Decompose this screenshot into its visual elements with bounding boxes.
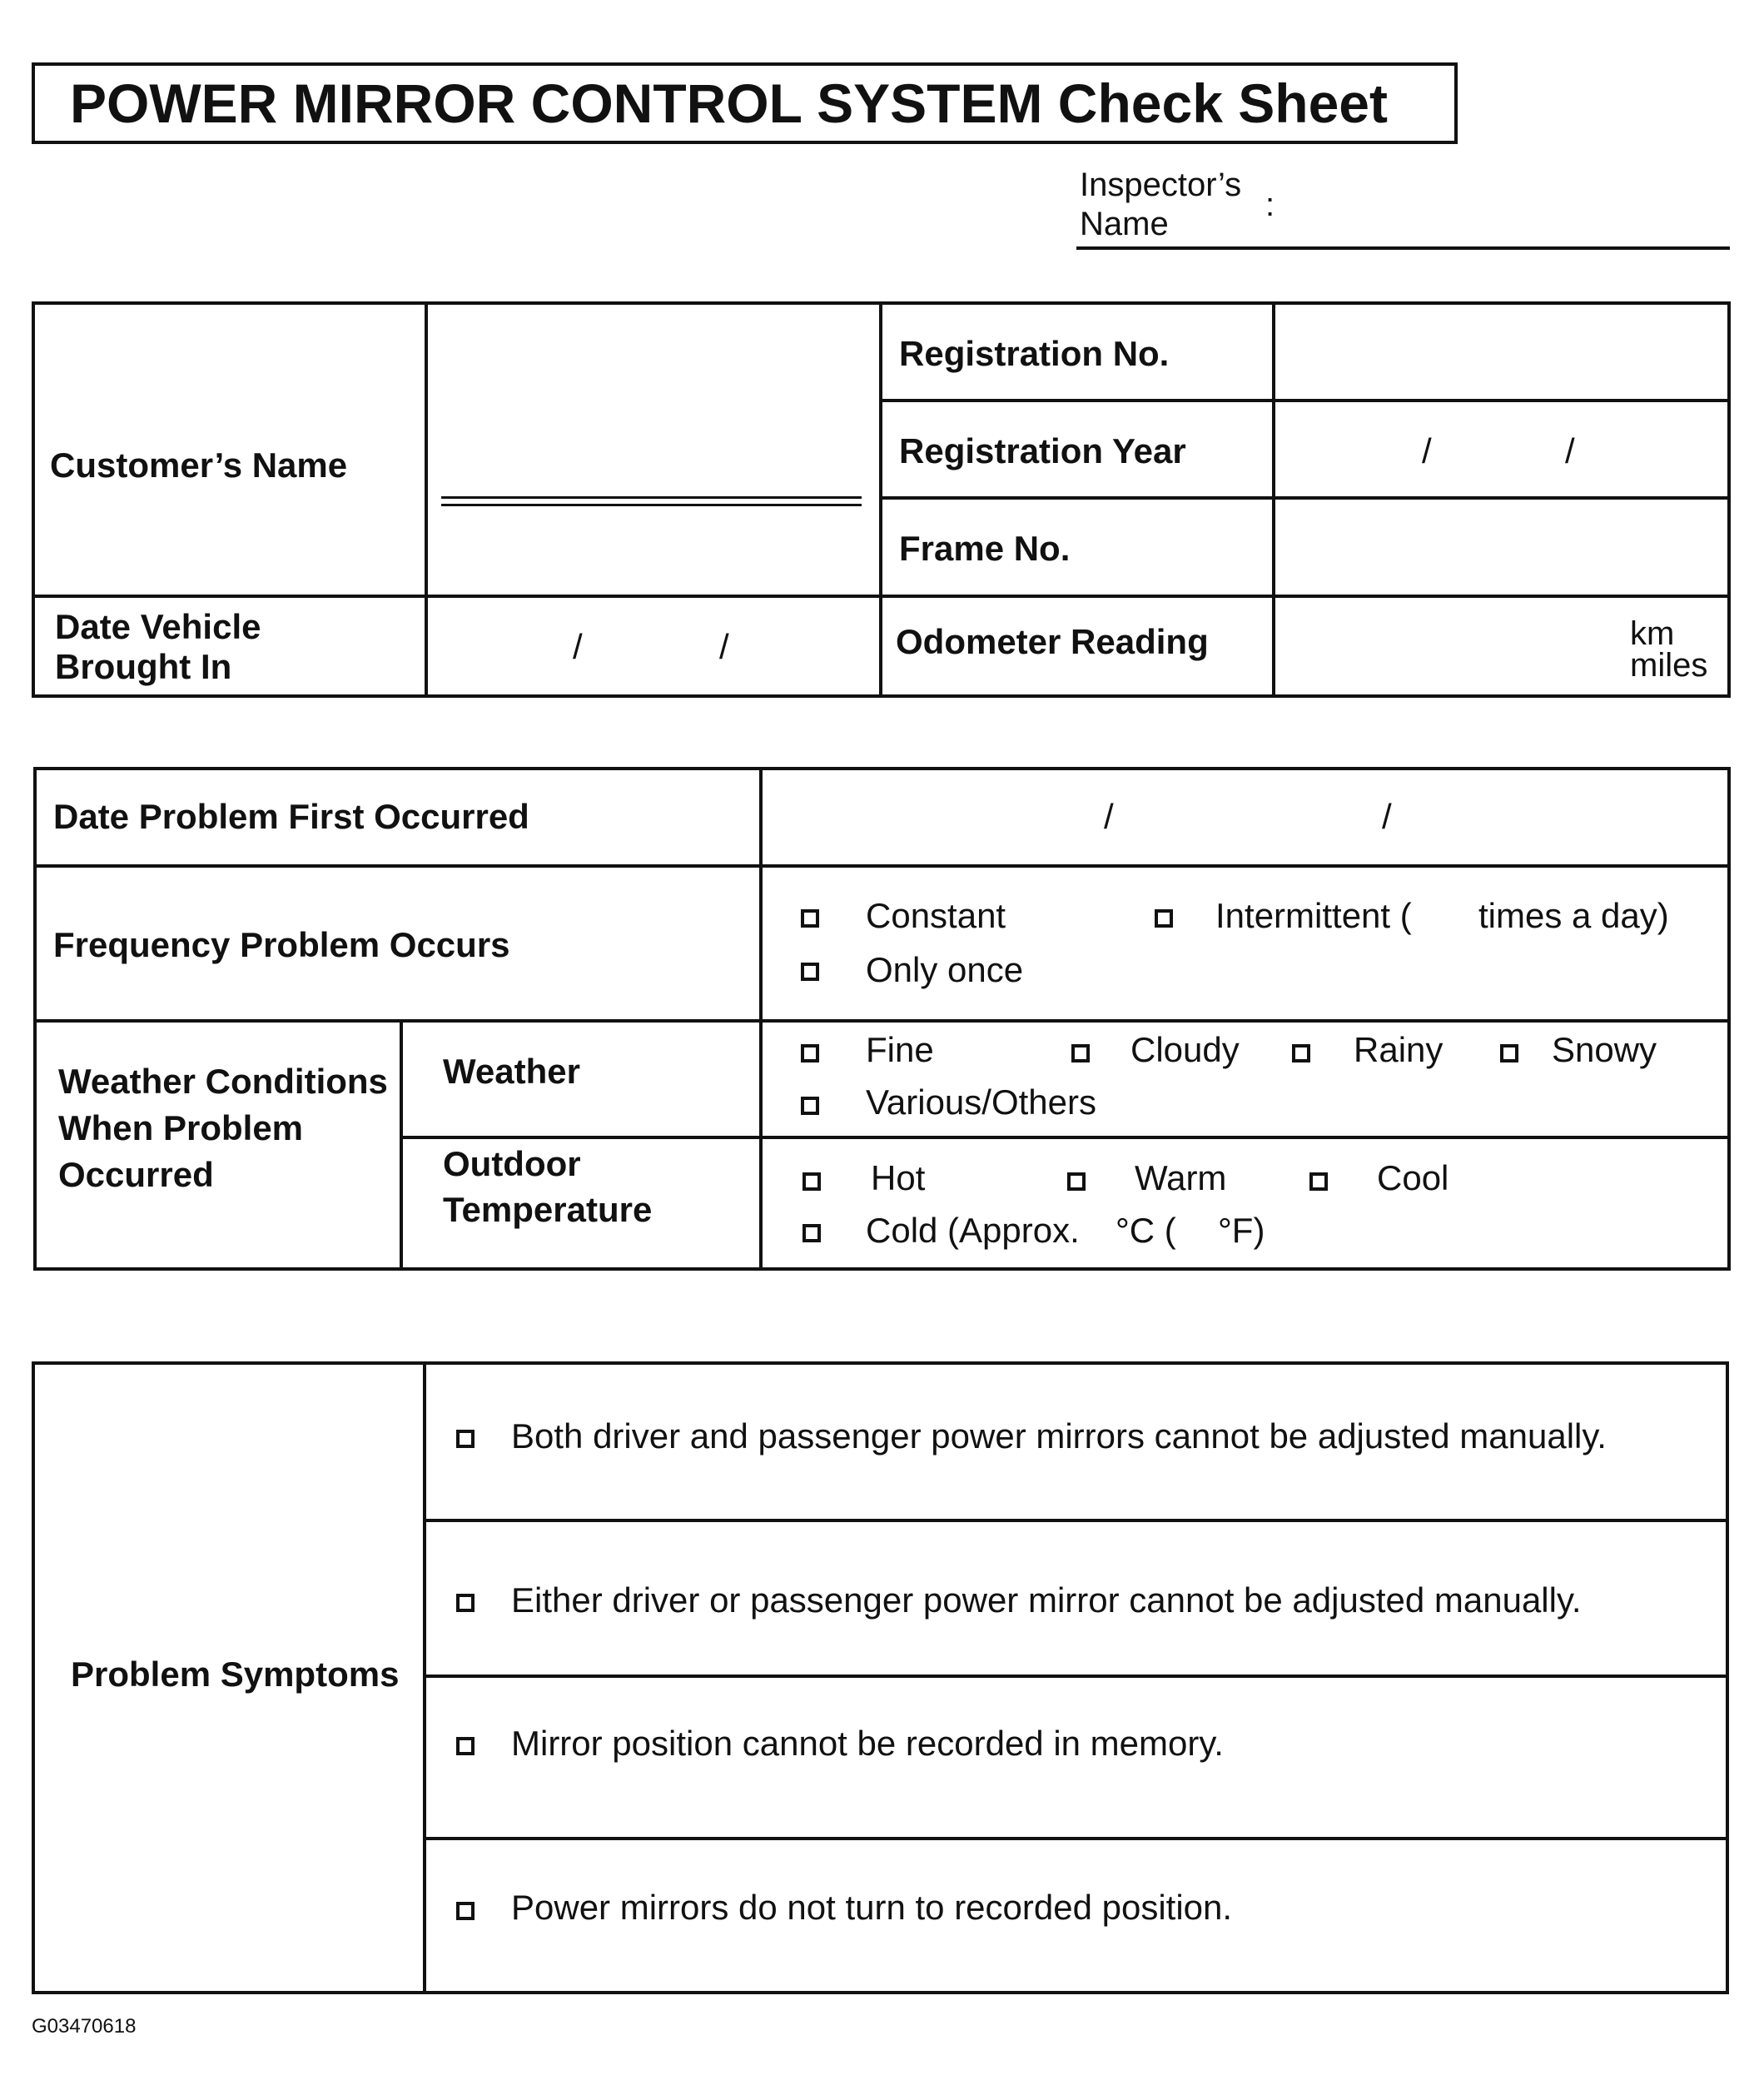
figure-code: G03470618 — [32, 2015, 137, 2038]
cool-option-label: Cool — [1377, 1158, 1449, 1197]
weather-group-label-line1: Weather Conditions — [58, 1062, 388, 1101]
only-once-checkbox[interactable] — [801, 963, 819, 981]
symptom-label: Either driver or passenger power mirror cannot be adjusted manually. — [511, 1580, 1582, 1620]
frequency-label: Frequency Problem Occurs — [53, 925, 510, 964]
weather-label: Weather — [443, 1052, 580, 1091]
frame-no-field[interactable] — [1277, 500, 1727, 595]
frame-no-label: Frame No. — [899, 529, 1071, 568]
fine-option-label: Fine — [866, 1030, 934, 1069]
cold-checkbox[interactable] — [802, 1224, 821, 1242]
warm-checkbox[interactable] — [1067, 1172, 1086, 1191]
registration-no-field[interactable] — [1277, 305, 1727, 399]
date-brought-in-label-line1: Date Vehicle — [55, 607, 261, 646]
hot-checkbox[interactable] — [802, 1172, 821, 1191]
symptom-label: Power mirrors do not turn to recorded position. — [511, 1888, 1233, 1927]
odometer-label: Odometer Reading — [896, 622, 1209, 661]
outdoor-temperature-label-line1: Outdoor — [443, 1144, 581, 1183]
various-others-checkbox[interactable] — [801, 1097, 819, 1115]
registration-year-slash-1: / — [1422, 431, 1432, 470]
cool-checkbox[interactable] — [1309, 1172, 1328, 1191]
fine-checkbox[interactable] — [801, 1044, 819, 1062]
rainy-option-label: Rainy — [1354, 1030, 1443, 1069]
symptom-label: Mirror position cannot be recorded in memory. — [511, 1724, 1224, 1763]
date-first-occurred-slash-1: / — [1104, 797, 1114, 836]
celsius-unit: °C ( — [1116, 1211, 1176, 1250]
intermittent-checkbox[interactable] — [1155, 909, 1173, 928]
problem-symptoms-label: Problem Symptoms — [71, 1655, 400, 1694]
cold-approx-label: Cold (Approx. — [866, 1211, 1080, 1250]
customer-name-field[interactable] — [441, 496, 862, 499]
various-others-option-label: Various/Others — [866, 1082, 1096, 1122]
snowy-checkbox[interactable] — [1500, 1044, 1518, 1062]
rainy-checkbox[interactable] — [1292, 1044, 1310, 1062]
inspector-colon: : — [1265, 187, 1275, 223]
inspector-label-line1: Inspector’s — [1080, 167, 1242, 203]
weather-group-label-line3: Occurred — [58, 1155, 214, 1194]
date-brought-in-slash-2: / — [719, 627, 729, 666]
page-title: POWER MIRROR CONTROL SYSTEM Check Sheet — [70, 72, 1388, 134]
cloudy-checkbox[interactable] — [1071, 1044, 1090, 1062]
cloudy-option-label: Cloudy — [1130, 1030, 1240, 1069]
fahrenheit-unit: °F) — [1218, 1211, 1265, 1250]
snowy-option-label: Snowy — [1552, 1030, 1657, 1069]
times-a-day-label: times a day) — [1478, 896, 1669, 935]
symptom-checkbox[interactable] — [456, 1594, 475, 1612]
registration-no-label: Registration No. — [899, 334, 1170, 373]
weather-group-label-line2: When Problem — [58, 1108, 304, 1147]
registration-year-label: Registration Year — [899, 431, 1186, 470]
intermittent-option-label: Intermittent ( — [1215, 896, 1412, 935]
registration-year-slash-2: / — [1565, 431, 1575, 470]
constant-checkbox[interactable] — [801, 909, 819, 928]
inspector-name-field[interactable] — [1076, 246, 1730, 250]
symptom-checkbox[interactable] — [456, 1902, 475, 1920]
date-first-occurred-label: Date Problem First Occurred — [53, 797, 529, 836]
inspector-label-line2: Name — [1080, 206, 1169, 242]
odometer-km-unit: km — [1630, 615, 1675, 652]
constant-option-label: Constant — [866, 896, 1006, 935]
odometer-miles-unit: miles — [1630, 647, 1708, 684]
symptom-checkbox[interactable] — [456, 1737, 475, 1755]
symptom-checkbox[interactable] — [456, 1430, 475, 1448]
symptom-label: Both driver and passenger power mirrors cannot be adjusted manually. — [511, 1416, 1607, 1456]
warm-option-label: Warm — [1135, 1158, 1227, 1197]
customer-name-label: Customer’s Name — [50, 445, 348, 485]
date-brought-in-slash-1: / — [573, 627, 583, 666]
date-brought-in-label-line2: Brought In — [55, 647, 232, 686]
date-first-occurred-slash-2: / — [1382, 797, 1392, 836]
hot-option-label: Hot — [871, 1158, 926, 1197]
outdoor-temperature-label-line2: Temperature — [443, 1190, 653, 1229]
only-once-option-label: Only once — [866, 950, 1024, 989]
